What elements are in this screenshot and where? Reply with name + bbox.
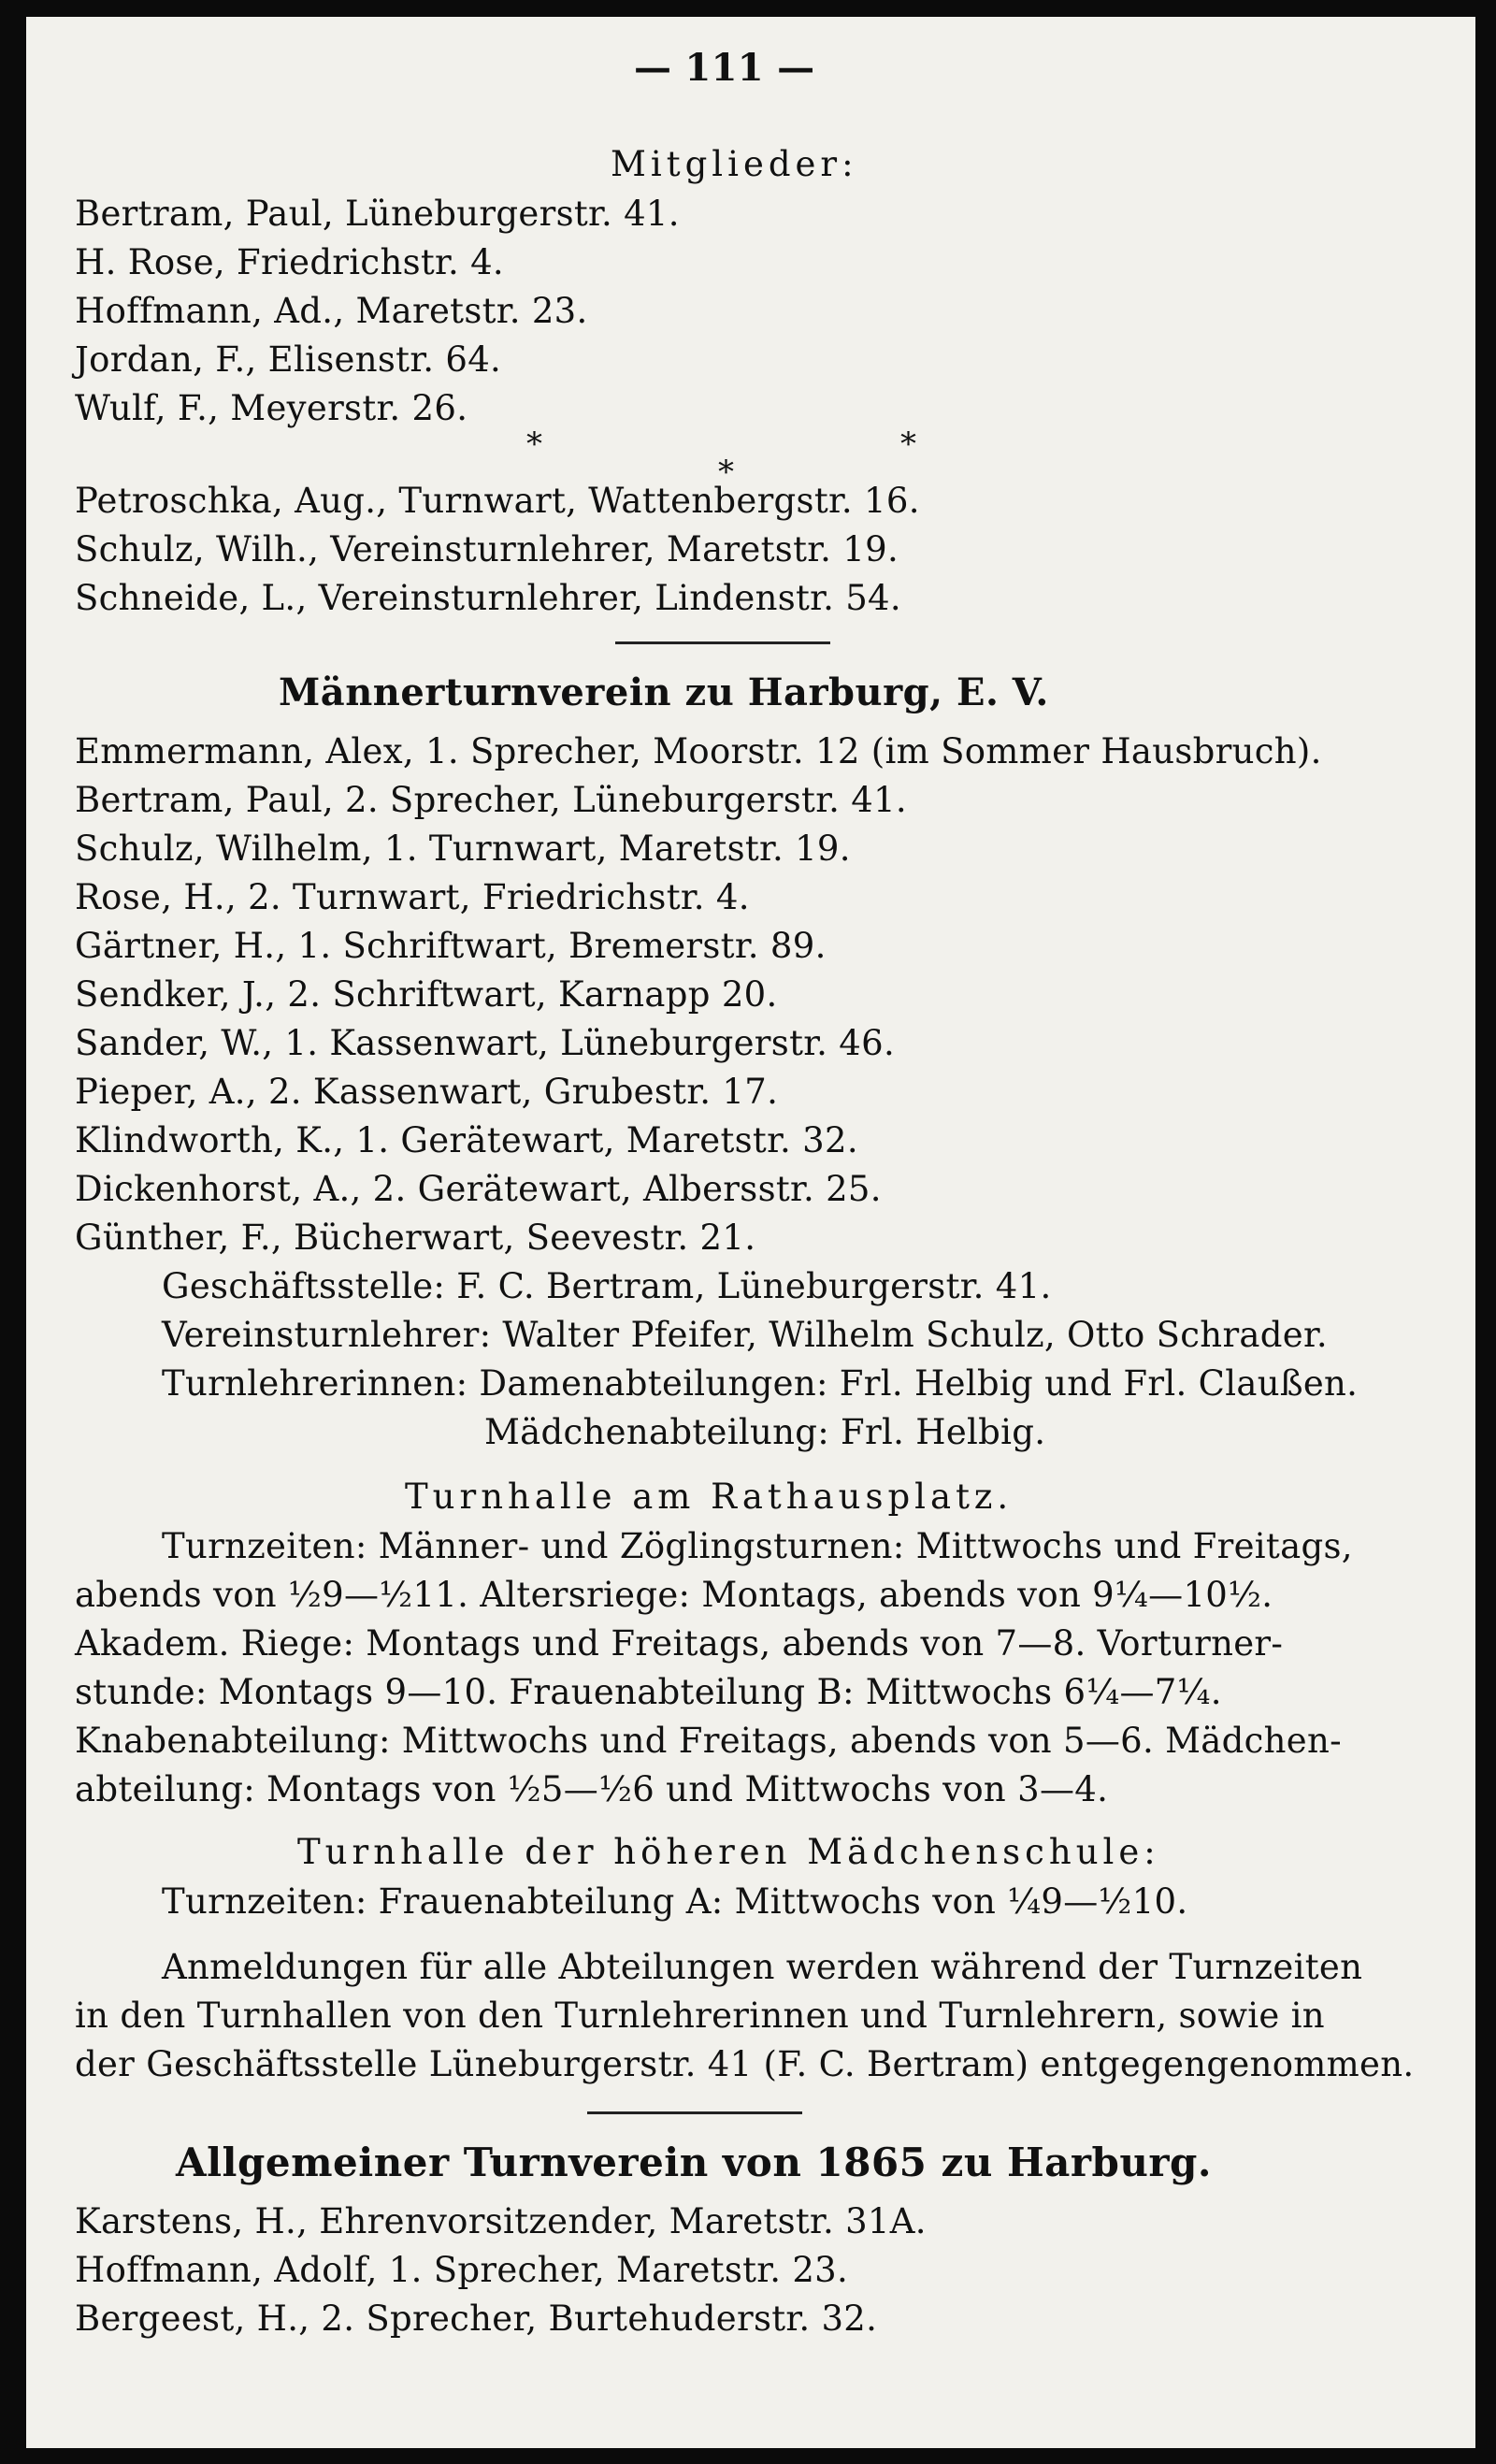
asterisk-separator: * bbox=[900, 425, 916, 463]
section-heading-allgemeiner-turnverein: Allgemeiner Turnverein von 1865 zu Harburg. bbox=[176, 2140, 1213, 2185]
schedule-line: abends von ½9—½11. Altersriege: Montags, abends von 9¼—10½. bbox=[75, 1575, 1273, 1615]
staff-entry: Schneide, L., Vereinsturnlehrer, Lindenstr. 54. bbox=[75, 578, 901, 618]
asterisk-separator: * bbox=[526, 425, 542, 463]
schedule-line: stunde: Montags 9—10. Frauenabteilung B: Mittwochs 6¼—7¼. bbox=[75, 1672, 1222, 1712]
member-entry: Jordan, F., Elisenstr. 64. bbox=[75, 339, 502, 380]
schedule-line: Knabenabteilung: Mittwochs und Freitags, abends von 5—6. Mädchen- bbox=[75, 1721, 1342, 1761]
club-entry: Schulz, Wilhelm, 1. Turnwart, Maretstr. 19. bbox=[75, 829, 851, 869]
info-line: Geschäftsstelle: F. C. Bertram, Lüneburgerstr. 41. bbox=[162, 1266, 1052, 1306]
club-entry: Sander, W., 1. Kassenwart, Lüneburgerstr. 46. bbox=[75, 1023, 896, 1063]
asterisk-separator: * bbox=[718, 454, 734, 491]
club-entry: Karstens, H., Ehrenvorsitzender, Maretstr. 31A. bbox=[75, 2201, 927, 2241]
section-heading-maennerturnverein: Männerturnverein zu Harburg, E. V. bbox=[279, 670, 1049, 714]
section-divider bbox=[615, 641, 830, 644]
club-entry: Günther, F., Bücherwart, Seevestr. 21. bbox=[75, 1218, 756, 1258]
document-page bbox=[26, 17, 1475, 2448]
club-entry: Gärtner, H., 1. Schriftwart, Bremerstr. 89. bbox=[75, 926, 827, 966]
member-entry: Wulf, F., Meyerstr. 26. bbox=[75, 388, 468, 428]
schedule-line: Akadem. Riege: Montags und Freitags, abends von 7—8. Vorturner- bbox=[75, 1623, 1284, 1664]
note-line: in den Turnhallen von den Turnlehrerinnen und Turnlehrern, sowie in bbox=[75, 1996, 1325, 2036]
member-entry: Hoffmann, Ad., Maretstr. 23. bbox=[75, 291, 588, 331]
section-divider bbox=[587, 2111, 802, 2114]
club-entry: Bertram, Paul, 2. Sprecher, Lüneburgerstr. 41. bbox=[75, 780, 907, 820]
club-entry: Rose, H., 2. Turnwart, Friedrichstr. 4. bbox=[75, 877, 750, 917]
club-entry: Hoffmann, Adolf, 1. Sprecher, Maretstr. 23. bbox=[75, 2250, 849, 2290]
page-number: — 111 — bbox=[634, 46, 815, 90]
member-entry: Bertram, Paul, Lüneburgerstr. 41. bbox=[75, 194, 680, 234]
info-line: Mädchenabteilung: Frl. Helbig. bbox=[484, 1412, 1046, 1452]
info-line: Vereinsturnlehrer: Walter Pfeifer, Wilhelm Schulz, Otto Schrader. bbox=[162, 1315, 1328, 1355]
club-entry: Sendker, J., 2. Schriftwart, Karnapp 20. bbox=[75, 974, 778, 1015]
club-entry: Pieper, A., 2. Kassenwart, Grubestr. 17. bbox=[75, 1072, 779, 1112]
info-line: Turnlehrerinnen: Damenabteilungen: Frl. Helbig und Frl. Claußen. bbox=[162, 1363, 1359, 1404]
schedule-line: abteilung: Montags von ½5—½6 und Mittwochs von 3—4. bbox=[75, 1769, 1109, 1809]
member-entry: H. Rose, Friedrichstr. 4. bbox=[75, 242, 504, 282]
note-line: Anmeldungen für alle Abteilungen werden während der Turnzeiten bbox=[162, 1947, 1363, 1987]
staff-entry: Petroschka, Aug., Turnwart, Wattenbergstr. 16. bbox=[75, 481, 920, 521]
note-line: der Geschäftsstelle Lüneburgerstr. 41 (F. C. Bertram) entgegengenommen. bbox=[75, 2044, 1415, 2084]
club-entry: Klindworth, K., 1. Gerätewart, Maretstr. 32. bbox=[75, 1120, 858, 1160]
club-entry: Bergeest, H., 2. Sprecher, Burtehuderstr. 32. bbox=[75, 2298, 878, 2339]
hall-heading: Turnhalle am Rathausplatz. bbox=[405, 1477, 1014, 1517]
schedule-line: Turnzeiten: Frauenabteilung A: Mittwochs von ¼9—½10. bbox=[162, 1881, 1188, 1922]
section-heading-mitglieder: Mitglieder: bbox=[611, 144, 858, 184]
schedule-line: Turnzeiten: Männer- und Zöglingsturnen: Mittwochs und Freitags, bbox=[162, 1526, 1353, 1566]
hall-heading: Turnhalle der höheren Mädchenschule: bbox=[297, 1832, 1160, 1872]
staff-entry: Schulz, Wilh., Vereinsturnlehrer, Maretstr. 19. bbox=[75, 529, 899, 569]
club-entry: Emmermann, Alex, 1. Sprecher, Moorstr. 12 (im Sommer Hausbruch). bbox=[75, 731, 1322, 771]
club-entry: Dickenhorst, A., 2. Gerätewart, Albersstr. 25. bbox=[75, 1169, 882, 1209]
